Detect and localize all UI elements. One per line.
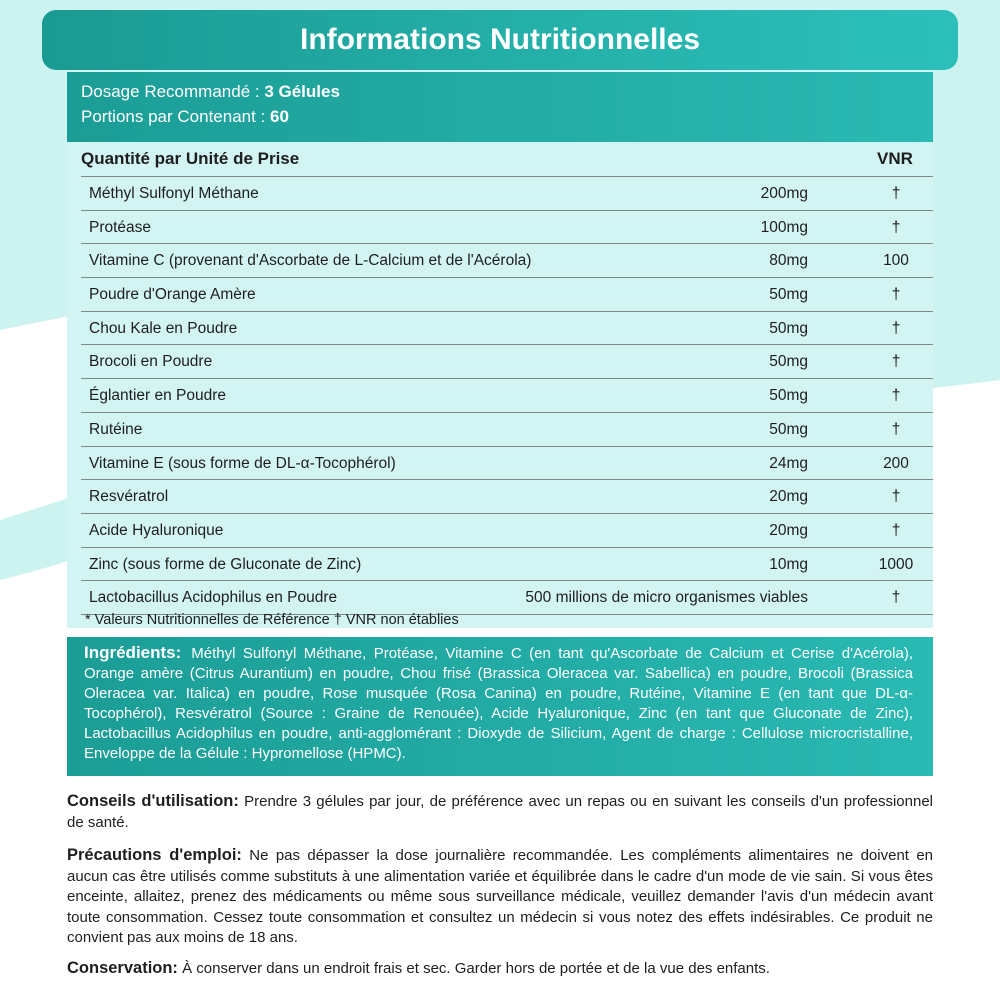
row-name: Vitamine E (sous forme de DL-α-Tocophérol) xyxy=(89,454,396,472)
precautions-section xyxy=(67,845,933,949)
table-row xyxy=(81,513,933,547)
table-row xyxy=(81,176,933,210)
row-name: Rutéine xyxy=(89,420,143,438)
table-row xyxy=(81,547,933,581)
portions-value: 60 xyxy=(270,107,289,126)
precautions-label: Précautions d'emploi: xyxy=(67,846,242,864)
dosage-label: Dosage Recommandé : xyxy=(81,82,260,101)
nutrition-table xyxy=(81,176,933,615)
row-amount: 24mg xyxy=(769,454,808,472)
row-name: Vitamine C (provenant d'Ascorbate de L-Calcium et de l'Acérola) xyxy=(89,252,532,270)
row-vnr: 1000 xyxy=(878,555,914,573)
storage-text: À conserver dans un endroit frais et sec. Garder hors de portée et de la vue des enfants. xyxy=(182,960,770,977)
row-amount: 50mg xyxy=(769,353,808,371)
table-footnote: * Valeurs Nutritionnelles de Référence † VNR non établies xyxy=(85,612,459,628)
table-row xyxy=(81,479,933,513)
precautions-text: Ne pas dépasser la dose journalière recommandée. Les compléments alimentaires ne doivent en aucun cas être utilisés comme substituts à une alimentation variée et équilibrée dans le cadre d'un mode de vie sain. Si vous êtes enceinte, allaitez, prenez des médicaments ou même sous surveillance médicale, veuillez demander l'avis d'un médecin avant toute consommation. Cessez toute consommation et consultez un médecin si vous notez des effets indésirables. Ce produit ne convient pas aux moins de 18 ans. xyxy=(67,847,934,946)
table-row xyxy=(81,412,933,446)
table-row xyxy=(81,277,933,311)
row-amount: 50mg xyxy=(769,387,808,405)
row-vnr: † xyxy=(891,387,901,405)
row-vnr: † xyxy=(891,185,901,202)
table-row xyxy=(81,378,933,412)
row-name: Poudre d'Orange Amère xyxy=(89,286,256,304)
table-row xyxy=(81,446,933,480)
row-name: Acide Hyaluronique xyxy=(89,521,224,539)
storage-label: Conservation: xyxy=(67,959,178,977)
row-amount: 100mg xyxy=(760,218,808,236)
usage-label: Conseils d'utilisation: xyxy=(67,792,239,810)
row-name: Lactobacillus Acidophilus en Poudre xyxy=(89,589,338,607)
row-name: Méthyl Sulfonyl Méthane xyxy=(89,185,259,202)
row-vnr: † xyxy=(891,589,901,607)
row-amount: 200mg xyxy=(760,185,808,202)
row-vnr: † xyxy=(891,218,901,236)
row-vnr: † xyxy=(891,488,901,506)
page-title: Informations Nutritionnelles xyxy=(42,10,958,70)
row-name: Resvératrol xyxy=(89,488,169,506)
table-header-quantity: Quantité par Unité de Prise xyxy=(81,149,300,168)
row-name: Chou Kale en Poudre xyxy=(89,319,238,337)
table-row xyxy=(81,210,933,244)
row-name: Protéase xyxy=(89,218,152,236)
table-row xyxy=(81,311,933,345)
ingredients-label: Ingrédients: xyxy=(84,643,182,662)
row-vnr: 100 xyxy=(883,252,909,270)
row-vnr: 200 xyxy=(883,454,909,472)
ingredients-text: Méthyl Sulfonyl Méthane, Protéase, Vitamine C (en tant qu'Ascorbate de Calcium et Cerise d'Acérola), Orange amère (Citrus Aurantium) en poudre, Chou frisé (Brassica Oleracea var. Sabellica) en poudre, Brocoli (Brassica Oleracea var. Italica) en poudre, Rose musquée (Rosa Canina) en poudre, Rutéine, Vitamine E (en tant que DL-α-Tocophérol), Resvératrol (Source : Graine de Renouée), Acide Hyaluronique, Zinc (en tant que Gluconate de Zinc), Lactobacillus Acidophilus en poudre, anti-agglomérant : Dioxyde de Silicium, Agent de charge : Cellulose microcristalline, Enveloppe de la Gélule : Hypromellose (HPMC). xyxy=(84,645,913,762)
row-amount: 10mg xyxy=(769,555,808,573)
row-name: Églantier en Poudre xyxy=(89,387,227,405)
row-amount: 50mg xyxy=(769,420,808,438)
row-vnr: † xyxy=(891,286,901,304)
row-amount: 500 millions de micro organismes viables xyxy=(525,589,808,607)
table-row xyxy=(81,580,933,615)
portions-label: Portions par Contenant : xyxy=(81,107,266,126)
table-row xyxy=(81,344,933,378)
row-vnr: † xyxy=(891,521,901,539)
row-amount: 50mg xyxy=(769,319,808,337)
row-name: Brocoli en Poudre xyxy=(89,353,213,371)
row-amount: 50mg xyxy=(769,286,808,304)
row-vnr: † xyxy=(891,353,901,371)
ingredients-box xyxy=(67,637,933,776)
row-amount: 80mg xyxy=(769,252,808,270)
row-name: Zinc (sous forme de Gluconate de Zinc) xyxy=(89,555,362,573)
dosage-value: 3 Gélules xyxy=(264,82,340,101)
usage-section xyxy=(67,791,933,833)
row-vnr: † xyxy=(891,420,901,438)
row-amount: 20mg xyxy=(769,521,808,539)
row-vnr: † xyxy=(891,319,901,337)
table-header-vnr: VNR xyxy=(877,149,913,168)
dosage-box xyxy=(67,72,933,142)
row-amount: 20mg xyxy=(769,488,808,506)
portions-line xyxy=(81,107,289,127)
storage-section xyxy=(67,958,933,980)
usage-text: Prendre 3 gélules par jour, de préférence avec un repas ou en suivant les conseils d'un professionnel de santé. xyxy=(67,793,933,831)
dosage-line xyxy=(81,82,340,102)
table-row xyxy=(81,243,933,277)
